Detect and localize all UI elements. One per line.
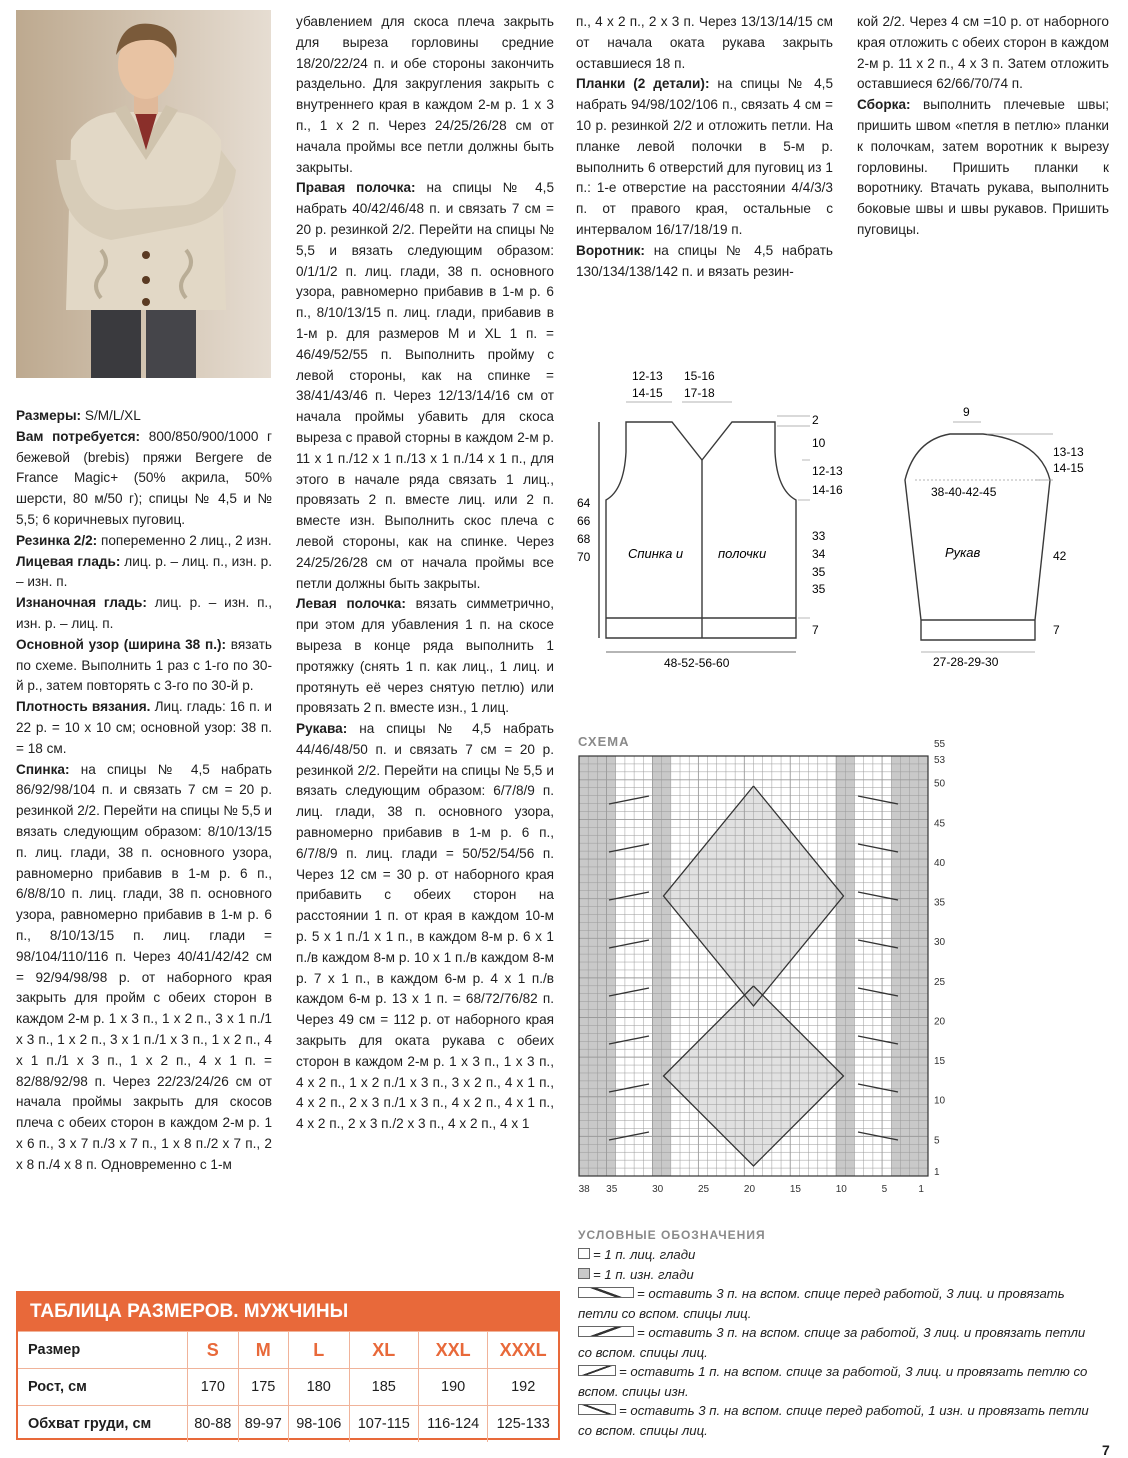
size-xl: XL <box>349 1332 418 1369</box>
size-table-title: ТАБЛИЦА РАЗМЕРОВ. МУЖЧИНЫ <box>18 1293 558 1331</box>
sizes-value: S/M/L/XL <box>84 408 141 423</box>
cable-back-icon <box>578 1326 634 1337</box>
stockinette-label: Лицевая гладь: <box>16 553 121 569</box>
cross-knit-icon <box>578 1404 616 1415</box>
legend-title: УСЛОВНЫЕ ОБОЗНАЧЕНИЯ <box>578 1228 766 1242</box>
sleeves-continued: п., 4 х 2 п., 2 х 3 п. Через 13/13/14/15 см от начала оката рукава закрыть оставшиеся 18 п. <box>576 14 833 71</box>
body-length-68: 68 <box>577 532 591 546</box>
body-top-left-1: 12-13 <box>632 369 663 383</box>
body-width: 48-52-56-60 <box>664 656 730 670</box>
body-dim-34: 34 <box>812 547 826 561</box>
model-photo-illustration <box>16 10 271 378</box>
body-top-left-2: 14-15 <box>632 386 663 400</box>
stockinette-value: лиц. р. – лиц. п., изн. р. – изн. п. <box>16 553 273 590</box>
right-front-label: Правая полочка: <box>296 180 416 196</box>
body-dim-35a: 35 <box>812 565 826 579</box>
sleeve-cap-2: 14-15 <box>1053 461 1084 475</box>
back-continued: убавлением для скоса плеча закрыть для выреза горловины средние 18/20/22/24 п. и обе стороны закончить раздельно. Для закругления закрыть с внутреннего края в каждом 2-м р. 1 х 3 п., 1 х 2 п. Через 24/25/26/28 см от начала проймы все петли должны быть закрыты. <box>296 14 554 175</box>
model-photo <box>16 10 271 378</box>
row-label: 5 <box>934 1135 940 1147</box>
body-length-64: 64 <box>577 496 591 510</box>
body-dim-35b: 35 <box>812 582 826 596</box>
row-label: 50 <box>934 778 946 790</box>
legend-item-purl: = 1 п. изн. глади <box>578 1265 1098 1285</box>
chest-label: Обхват груди, см <box>28 1416 152 1432</box>
reverse-stockinette-label: Изнаночная гладь: <box>16 595 147 611</box>
chest-l: 98-106 <box>288 1406 349 1443</box>
body-dim-10: 10 <box>812 436 826 450</box>
row-label: 35 <box>934 897 946 909</box>
row-label: 10 <box>934 1095 946 1107</box>
row-label: 55 <box>934 739 946 751</box>
size-xxxl: XXXL <box>488 1332 558 1369</box>
sleeve-cap-1: 13-13 <box>1053 445 1084 459</box>
chest-xxxl: 125-133 <box>488 1406 558 1443</box>
schema-title: СХЕМА <box>578 734 630 749</box>
col-label: 35 <box>606 1184 618 1195</box>
legend-item-knit: = 1 п. лиц. глади <box>578 1245 1098 1265</box>
height-label: Рост, см <box>28 1379 87 1395</box>
col-label: 30 <box>652 1184 664 1195</box>
main-pattern-label: Основной узор (ширина 38 п.): <box>16 636 227 652</box>
row-label: 25 <box>934 976 946 988</box>
row-label: 20 <box>934 1016 946 1028</box>
assembly-label: Сборка: <box>857 97 911 113</box>
legend <box>578 1245 1098 1440</box>
chest-s: 80-88 <box>188 1406 238 1443</box>
assembly-value: выполнить плечевые швы; пришить швом «петля в петлю» планки к полочкам, затем воротник к вырезу горловины. Пришить планки к воротнику. Втачать рукава, выполнить боковые швы и швы рукавов. Пришить пуговицы. <box>857 97 1110 237</box>
sleeve-length: 42 <box>1053 549 1067 563</box>
rib-value: попеременно 2 лиц., 2 изн. <box>100 532 272 548</box>
chest-m: 89-97 <box>238 1406 288 1443</box>
column-1 <box>16 406 272 1175</box>
materials-value: 800/850/900/1000 г бежевой (brebis) пряжи Bergere de France Magic+ (50% акрила, 50% шерсти, 80 м/50 г); спицы № 4,5 и № 5,5; 6 коричневых пуговиц. <box>16 428 272 527</box>
gauge-label: Плотность вязания. <box>16 699 151 715</box>
body-dim-7: 7 <box>812 623 819 637</box>
height-row <box>18 1369 558 1406</box>
size-m: M <box>238 1332 288 1369</box>
sleeves-label: Рукава: <box>296 721 348 737</box>
body-top-right-2: 17-18 <box>684 386 715 400</box>
bands-value: на спицы № 4,5 набрать 94/98/102/106 п., связать 4 см = 10 р. резинкой 2/2 и отложить петли. На планке левой полочки в 5-м р. выполнить 6 отверстий для пуговиц из 1 п.: 1-е отверстие на расстоянии 4/4/3/3 п. от правого края, остальные с интервалом 16/17/18/19 п. <box>576 76 833 237</box>
col-label: 1 <box>918 1184 924 1195</box>
col-label: 10 <box>835 1184 847 1195</box>
sleeve-cuff: 7 <box>1053 623 1060 637</box>
body-dim-14-16: 14-16 <box>812 483 843 497</box>
body-dim-33: 33 <box>812 529 826 543</box>
column-3 <box>576 12 833 282</box>
materials-label: Вам потребуется: <box>16 428 141 444</box>
sleeve-label: Рукав <box>945 545 981 560</box>
size-s: S <box>188 1332 238 1369</box>
size-row <box>18 1332 558 1369</box>
col-label: 25 <box>697 1184 710 1195</box>
sleeve-top: 9 <box>963 405 970 419</box>
body-dim-2: 2 <box>812 413 819 427</box>
chest-xxl: 116-124 <box>418 1406 487 1443</box>
main-pattern-value: вязать по схеме. Выполнить 1 раз с 1-го по 30-й р., затем повторять с 3-го по 30-й р. <box>16 636 272 694</box>
left-front-label: Левая полочка: <box>296 596 406 612</box>
row-label: 1 <box>934 1167 940 1179</box>
body-dim-12-13: 12-13 <box>812 464 843 478</box>
sleeve-cuff-width: 27-28-29-30 <box>933 655 999 669</box>
col-label: 20 <box>743 1184 756 1195</box>
height-s: 170 <box>188 1369 238 1406</box>
page-number: 7 <box>1102 1442 1110 1458</box>
col-label: 5 <box>881 1184 888 1195</box>
size-header: Размер <box>28 1342 81 1358</box>
legend-item-cross-knit: = оставить 3 п. на вспом. спице перед работой, 1 изн. и провязать петли со вспом. спицы лиц. <box>578 1403 1089 1438</box>
body-length-70: 70 <box>577 550 591 564</box>
sizes-label: Размеры: <box>16 408 82 423</box>
row-label: 40 <box>934 857 946 869</box>
col-label: 15 <box>789 1184 801 1195</box>
gauge-value: Лиц. гладь: 16 п. и 22 р. = 10 х 10 см; основной узор: 38 п. = 18 см. <box>16 699 272 756</box>
size-table <box>16 1291 560 1440</box>
chest-row <box>18 1406 558 1443</box>
size-xxl: XXL <box>418 1332 487 1369</box>
rib-label: Резинка 2/2: <box>16 532 98 548</box>
row-label: 15 <box>934 1056 946 1068</box>
body-top-right-1: 15-16 <box>684 369 715 383</box>
col-label: 38 <box>578 1184 590 1195</box>
chest-xl: 107-115 <box>349 1406 418 1443</box>
height-xl: 185 <box>349 1369 418 1406</box>
bands-label: Планки (2 детали): <box>576 76 710 92</box>
height-xxl: 190 <box>418 1369 487 1406</box>
row-label: 53 <box>934 754 946 766</box>
legend-item-cable-front: = оставить 3 п. на вспом. спице перед работой, 3 лиц. и провязать петли со вспом. спицы лиц. <box>578 1286 1065 1321</box>
legend-item-cable-back: = оставить 3 п. на вспом. спице за работой, 3 лиц. и провязать петли со вспом. спицы лиц. <box>578 1325 1086 1360</box>
height-xxxl: 192 <box>488 1369 558 1406</box>
collar-value: на спицы № 4,5 набрать 130/134/138/142 п. и вязать резин- <box>576 242 834 279</box>
row-label: 30 <box>934 937 946 949</box>
cross-purl-icon <box>578 1365 616 1376</box>
legend-item-cross-purl: = оставить 1 п. на вспом. спице за работой, 3 лиц. и провязать петлю со вспом. спицы изн. <box>578 1364 1088 1399</box>
sleeve-width: 38-40-42-45 <box>931 485 997 499</box>
collar-continued: кой 2/2. Через 4 см =10 р. от наборного края отложить с обеих сторон в каждом 2-м р. 11 х 2 п., 4 х 3 п. Затем отложить оставшиеся 62/66/70/74 п. <box>857 14 1109 92</box>
height-m: 175 <box>238 1369 288 1406</box>
column-4 <box>857 12 1109 241</box>
sleeve-schematic <box>895 400 1105 680</box>
body-schematic <box>572 360 862 680</box>
back-value: на спицы № 4,5 набрать 86/92/98/104 п. и связать 7 см = 20 р. резинкой 2/2. Перейти на спицы № 5,5 и вязать следующим образом: 8/10/13/15 п. лиц. глади, 38 п. основного узора, равномерно прибавив в 1-м р. 6 п., 6/8/8/10 п. лиц. глади, 38 п. основного узора, равномерно прибавив в 1-м р. 6 п., 8/10/13/15 п. лиц. глади = 98/104/110/116 п. Через 40/41/42/42 см = 92/94/98/98 р. от наборного края закрыть для пройм с обеих сторон в каждом 2-м р. 1 х 3 п., 1 х 2 п., 3 х 1 п./1 х 3 п., 1 х 2 п., 3 х 1 п./1 х 3 п., 1 х 2 п., 4 х 1 п./1 х 3 п., 1 х 2 п., 4 х 1 п. = 82/88/92/98 п. Через 22/23/24/26 см от начала проймы закрыть для скосов плеча с обеих сторон в каждом 2-м р. 1 х 6 п., 3 х 7 п./3 х 7 п., 1 х 8 п./2 х 7 п., 2 х 8 п./4 х 8 п. Одновременно с 1-м <box>16 761 272 1172</box>
body-label-2: полочки <box>718 546 767 561</box>
sleeves-value: на спицы № 4,5 набрать 44/46/48/50 п. и связать 7 см = 20 р. резинкой 2/2. Перейти на спицы № 5,5 и вязать следующим образом: 6/7/8/9 п. лиц. глади, 38 п. основного узора, равномерно прибавив в 1-м р. 6 п., 6/7/8/9 п. лиц. глади = 50/52/54/56 п. Через 12 см = 30 р. от наборного края прибавить с обеих сторон на расстоянии 1 п. от края в каждом 10-м р. 5 х 1 п./1 х 1 п., в каждом 8-м р. 6 х 1 п./в каждом 8-м р. 10 х 1 п./в каждом 8-м р. 7 х 1 п., в каждом 6-м р. 4 х 1 п./в каждом 6-м р. 13 х 1 п. = 68/72/76/82 п. Через 49 см = 112 р. от наборного края закрыть для оката рукава с обеих сторон в каждом 2-м р. 1 х 3 п., 1 х 3 п., 4 х 2 п., 1 х 2 п./1 х 3 п., 3 х 2 п., 4 х 1 п., 4 х 2 п., 2 х 3 п./1 х 3 п., 4 х 2 п., 4 х 1 п., 4 х 2 п., 2 х 3 п./2 х 3 п., 4 х 2 п., 4 х 1 <box>296 721 554 1132</box>
reverse-stockinette-value: лиц. р. – изн. п., изн. р. – лиц. п. <box>16 595 272 631</box>
column-2 <box>296 12 554 1135</box>
right-front-value: на спицы № 4,5 набрать 40/42/46/48 п. и связать 7 см = 20 р. резинкой 2/2. Перейти на спицы № 5,5 и вязать следующим образом: 0/1/1/2 п. лиц. глади, 38 п. основного узора, равномерно прибавив в 1-м р. 6 п., 8/10/13/15 п. лиц. глади, прибавив в 1-м р. для размеров M и XL 1 п. = 46/49/52/55 п. Выполнить пройму с левой стороны, как на спинке = 38/41/43/46 п. Через 12/13/14/16 см от начала проймы убавить для скоса выреза с правой сторны в каждом 2-м р. 11 х 1 п./12 х 1 п./13 х 1 п./14 х 1 п., для этого в начале ряда связать 1 лиц., провязать 2 п. вместе лиц. или 2 п. вместе изн. Выполнить скос плеча с левой стороны, как на спинке. Через 24/25/26/28 см от начала проймы все петли должны быть закрыты. <box>296 180 554 591</box>
row-label: 45 <box>934 818 946 830</box>
size-l: L <box>288 1332 349 1369</box>
cable-front-icon <box>578 1287 634 1298</box>
left-front-value: вязать симметрично, при этом для убавления 1 п. на скосе выреза в конце ряда выполнить 1 протяжку (снять 1 п. как лиц., 1 лиц. и протянуть её через снятую петлю) или провязать 2 п. вместе изн., 1 лиц. <box>296 596 554 716</box>
purl-symbol-icon <box>578 1268 590 1279</box>
height-l: 180 <box>288 1369 349 1406</box>
back-label: Спинка: <box>16 761 70 777</box>
collar-label: Воротник: <box>576 242 645 258</box>
body-length-66: 66 <box>577 514 591 528</box>
body-label-1: Спинка и <box>628 546 684 561</box>
knit-symbol-icon <box>578 1248 590 1259</box>
